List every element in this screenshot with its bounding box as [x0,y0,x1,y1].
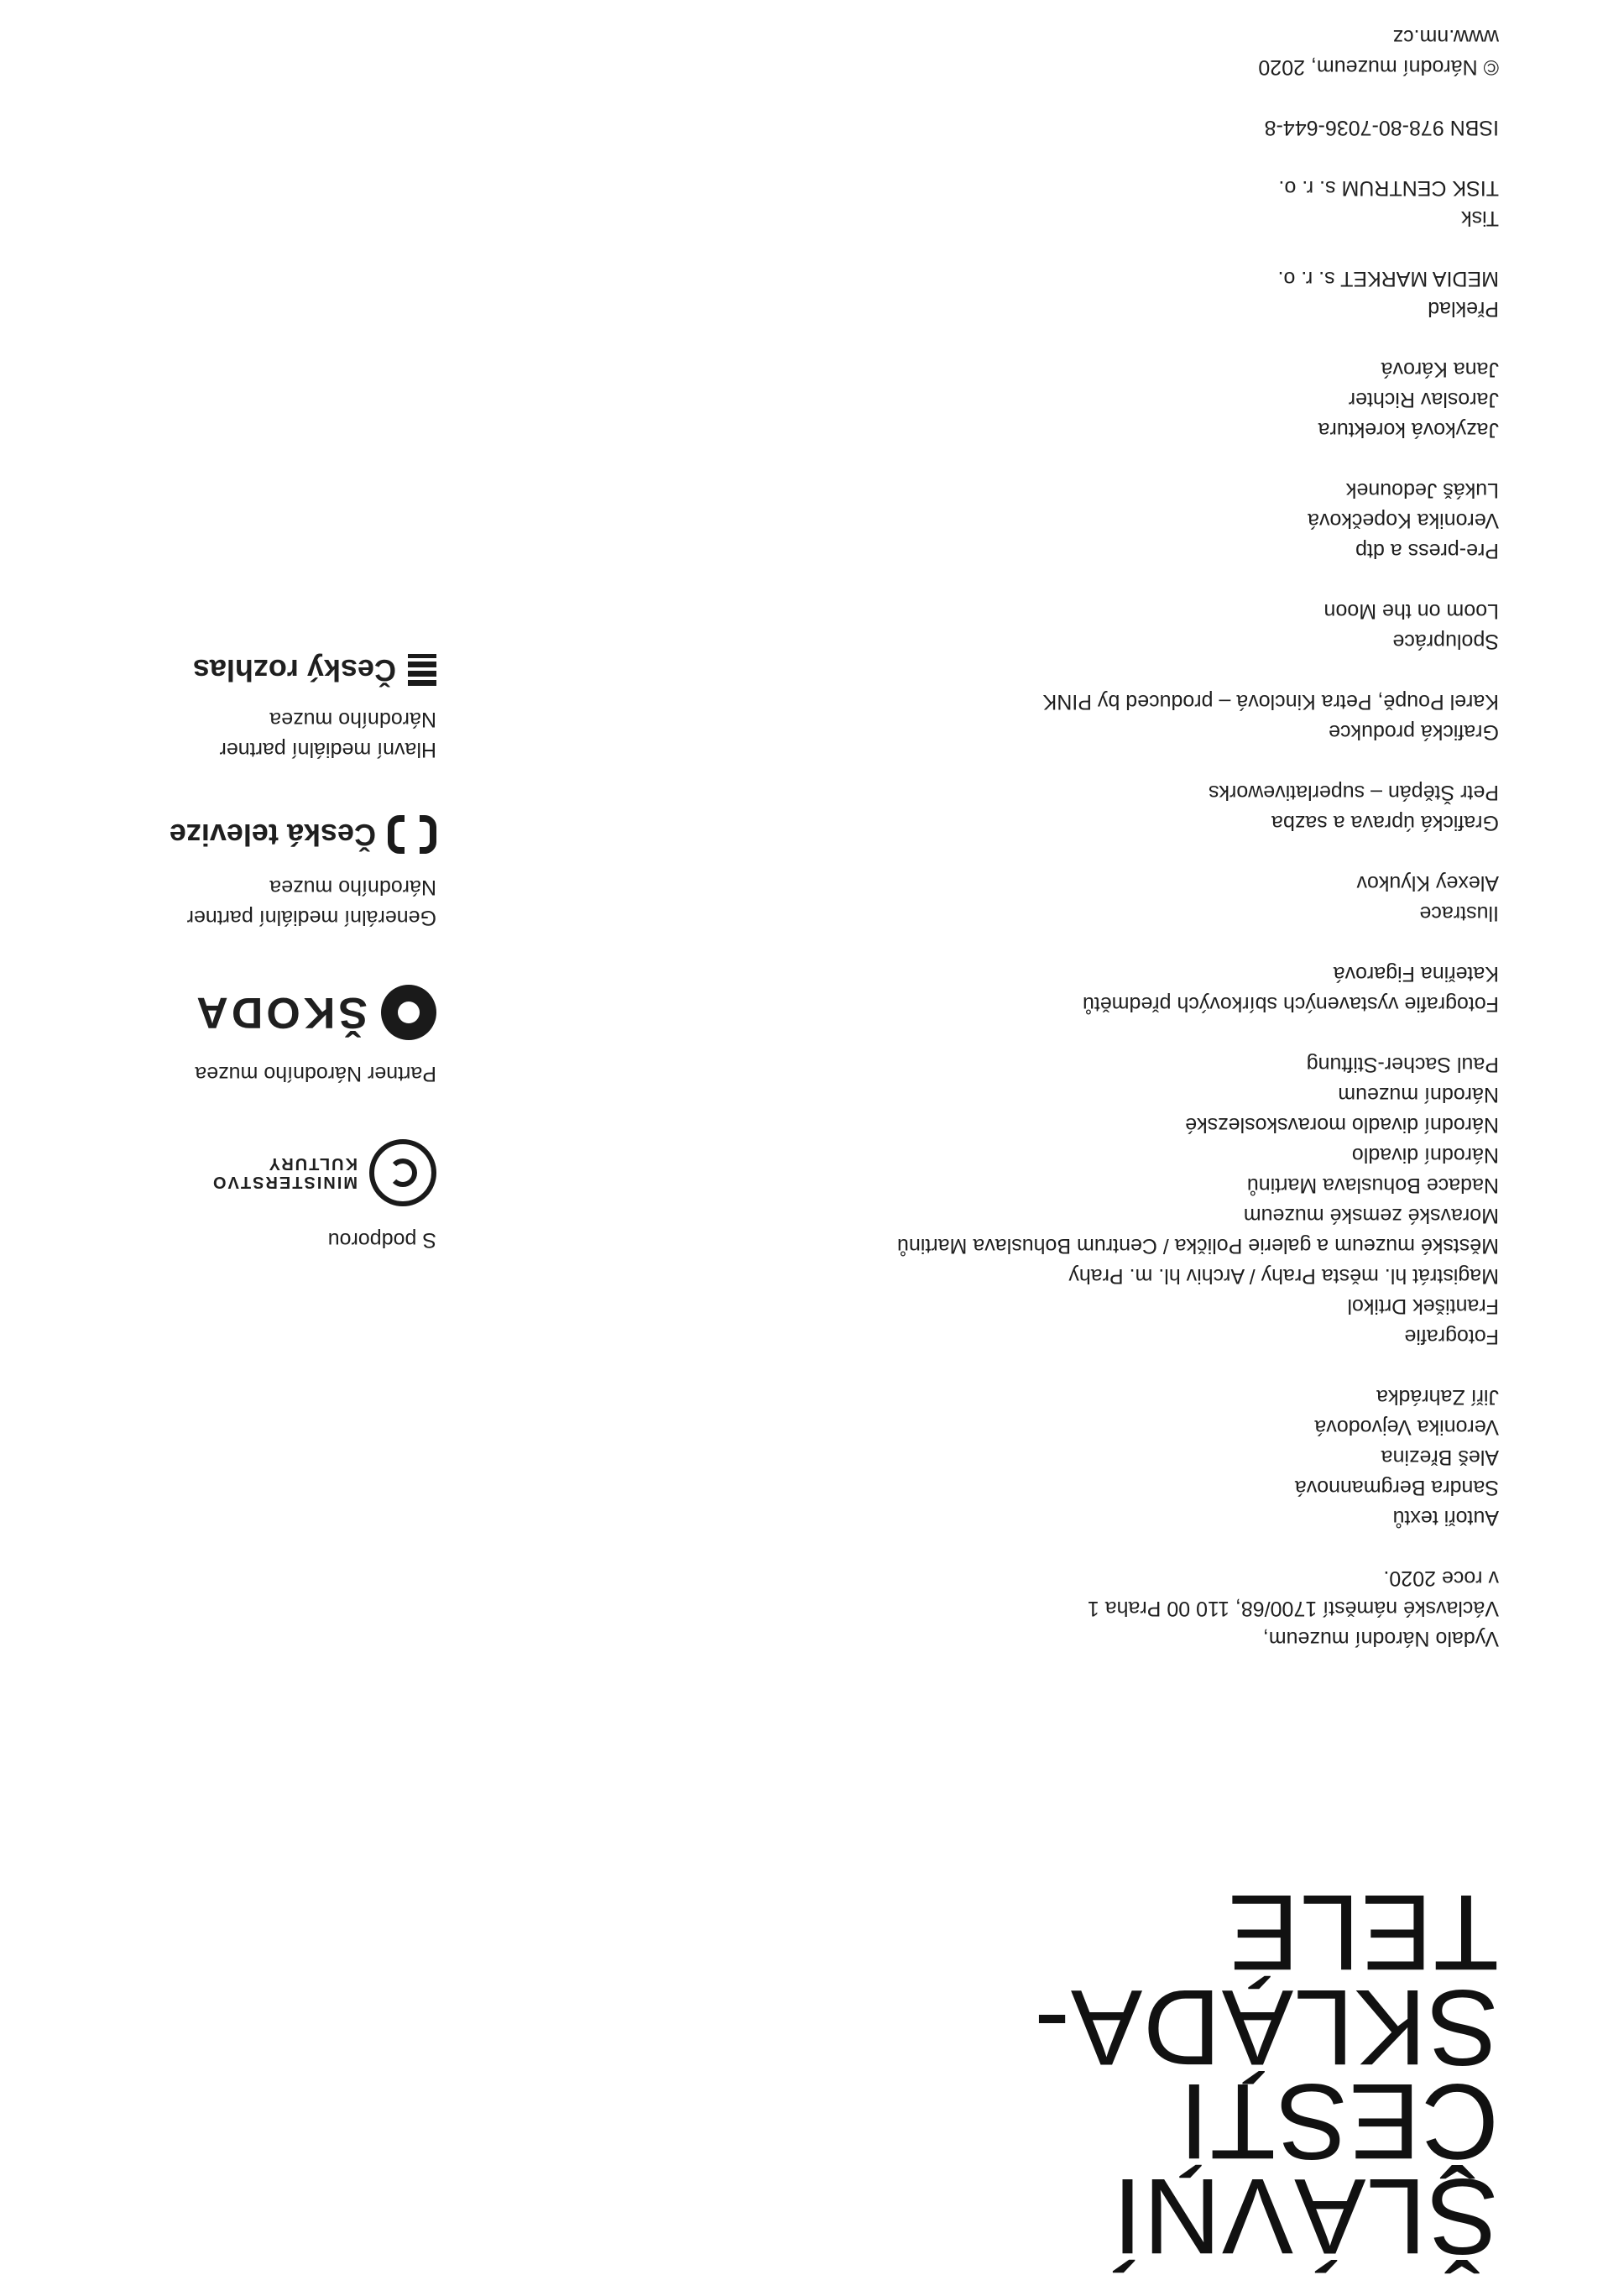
credit-graphic-design [660,777,1499,838]
partner-label: Národního muzea [269,876,436,899]
credit-heading: Autoři textů [1392,1506,1499,1530]
credit-line: Moravské zemské muzeum [1243,1204,1499,1227]
credit-line: Městské muzeum a galerie Polička / Centrum Bohuslava Martinů [897,1234,1499,1258]
skoda-logo [84,985,436,1040]
isbn: ISBN 978-80-7036-644-8 [1264,116,1499,139]
credit-line: Petr Štěpán – superlativeworks [1208,781,1499,804]
credit-line: Jaroslav Richter [1348,388,1499,411]
credit-line: Jana Kárová [1381,358,1499,381]
credit-line: Loom on the Moon [1323,599,1499,623]
ct-icon [388,815,436,854]
publisher-line: Vydalo Národní muzeum, [1262,1627,1499,1650]
credit-heading: Grafická úprava a sazba [1271,811,1499,834]
skoda-wordmark: ŠKODA [193,988,368,1037]
credit-line: Národní divadlo [1351,1143,1499,1167]
credit-cooperation [660,596,1499,656]
ministry-logo-text [211,1154,358,1191]
credit-proofreading [660,354,1499,445]
cro-icon [408,654,436,686]
credit-line: Národní muzeum [1338,1083,1499,1106]
skoda-arrow-icon [381,985,436,1040]
publication-info [660,112,1499,143]
title-line: TELÉ [1226,1872,1499,1993]
publisher-line: v roce 2020. [1383,1566,1499,1590]
book-title [1033,1872,1499,2276]
credit-line: Sandra Bergmannová [1294,1476,1499,1499]
credit-line: Veronika Vejvodová [1314,1415,1499,1439]
credit-heading: Ilustrace [1419,902,1499,925]
partner-label: Generální mediální partner [186,906,436,929]
partner-label: Hlavní mediální partner [219,738,436,761]
credit-line: Národní divadlo moravskoslezské [1185,1113,1499,1137]
ministry-logo [84,1139,436,1206]
partner-label: Národního muzea [269,708,436,731]
ct-logo [84,815,436,854]
cro-logo [84,654,436,686]
partner-general-media [84,815,436,933]
credit-heading: Tisk [1461,207,1499,230]
ministry-of-culture-icon [369,1139,436,1206]
credit-heading: Grafická produkce [1329,720,1499,744]
colophon [660,0,1499,1654]
credit-authors [660,1382,1499,1533]
credit-line: TISK CENTRUM s. r. o. [1278,176,1499,200]
credit-line: Kateřina Figarová [1333,962,1499,986]
credit-graphic-production [660,687,1499,747]
credit-heading: Fotografie vystavených sbírkových předmětů [1082,992,1499,1016]
credit-line: František Drtikol [1347,1294,1499,1318]
credit-prepress [660,475,1499,566]
credit-line: MEDIA MARKET s. r. o. [1277,267,1499,290]
credit-photos [660,1049,1499,1352]
title-line: ŠLÁVNÍ [1111,2156,1499,2276]
credit-heading: Pre-press a dtp [1355,539,1499,562]
partner-label: Partner Národního muzea [195,1062,436,1085]
publisher-block [660,1563,1499,1654]
copyright: © Národní muzeum, 2020 [1258,55,1499,79]
partner-main [84,985,436,1089]
website: www.nm.cz [1392,25,1499,49]
credit-line: Nadace Bohuslava Martinů [1246,1174,1499,1197]
credit-line: Magistrát hl. města Prahy / Archiv hl. m. Prahy [1068,1264,1499,1288]
credit-line: Alexey Klyukov [1356,871,1499,895]
credit-heading: Jazyková korektura [1318,418,1499,442]
ct-wordmark: Česká televize [169,818,376,852]
title-line: ČESTÍ [1178,2061,1499,2182]
credit-line: Paul Sacher-Stiftung [1306,1053,1499,1076]
ministry-logo-line: KULTURY [267,1154,358,1173]
publisher-line: Václavské náměstí 1700/68, 110 00 Praha 1 [1087,1597,1499,1620]
ministry-logo-line: MINISTERSTVO [211,1173,358,1191]
credit-illustrations [660,868,1499,928]
credit-line: Veronika Kopečková [1308,509,1499,532]
partner-label: S podporou [327,1228,436,1252]
rights-info [660,22,1499,82]
partner-main-media [84,654,436,765]
cro-wordmark: Český rozhlas [192,653,396,688]
credit-print [660,173,1499,233]
credit-line: Lukáš Jedounek [1345,479,1499,502]
credit-translation [660,264,1499,324]
partners-column [84,654,436,1255]
title-line: SKLÁDA- [1033,1966,1499,2087]
partner-support [84,1139,436,1255]
credit-line: Jiří Zahrádka [1376,1385,1499,1409]
credit-heading: Překlad [1428,297,1499,321]
credit-line: Aleš Březina [1381,1446,1499,1469]
credit-line: Karel Poupě, Petra Kinclová – produced by PINK [1042,690,1499,714]
credit-heading: Fotografie [1404,1325,1499,1348]
credit-object-photos [660,959,1499,1019]
credit-heading: Spolupráce [1392,630,1499,653]
